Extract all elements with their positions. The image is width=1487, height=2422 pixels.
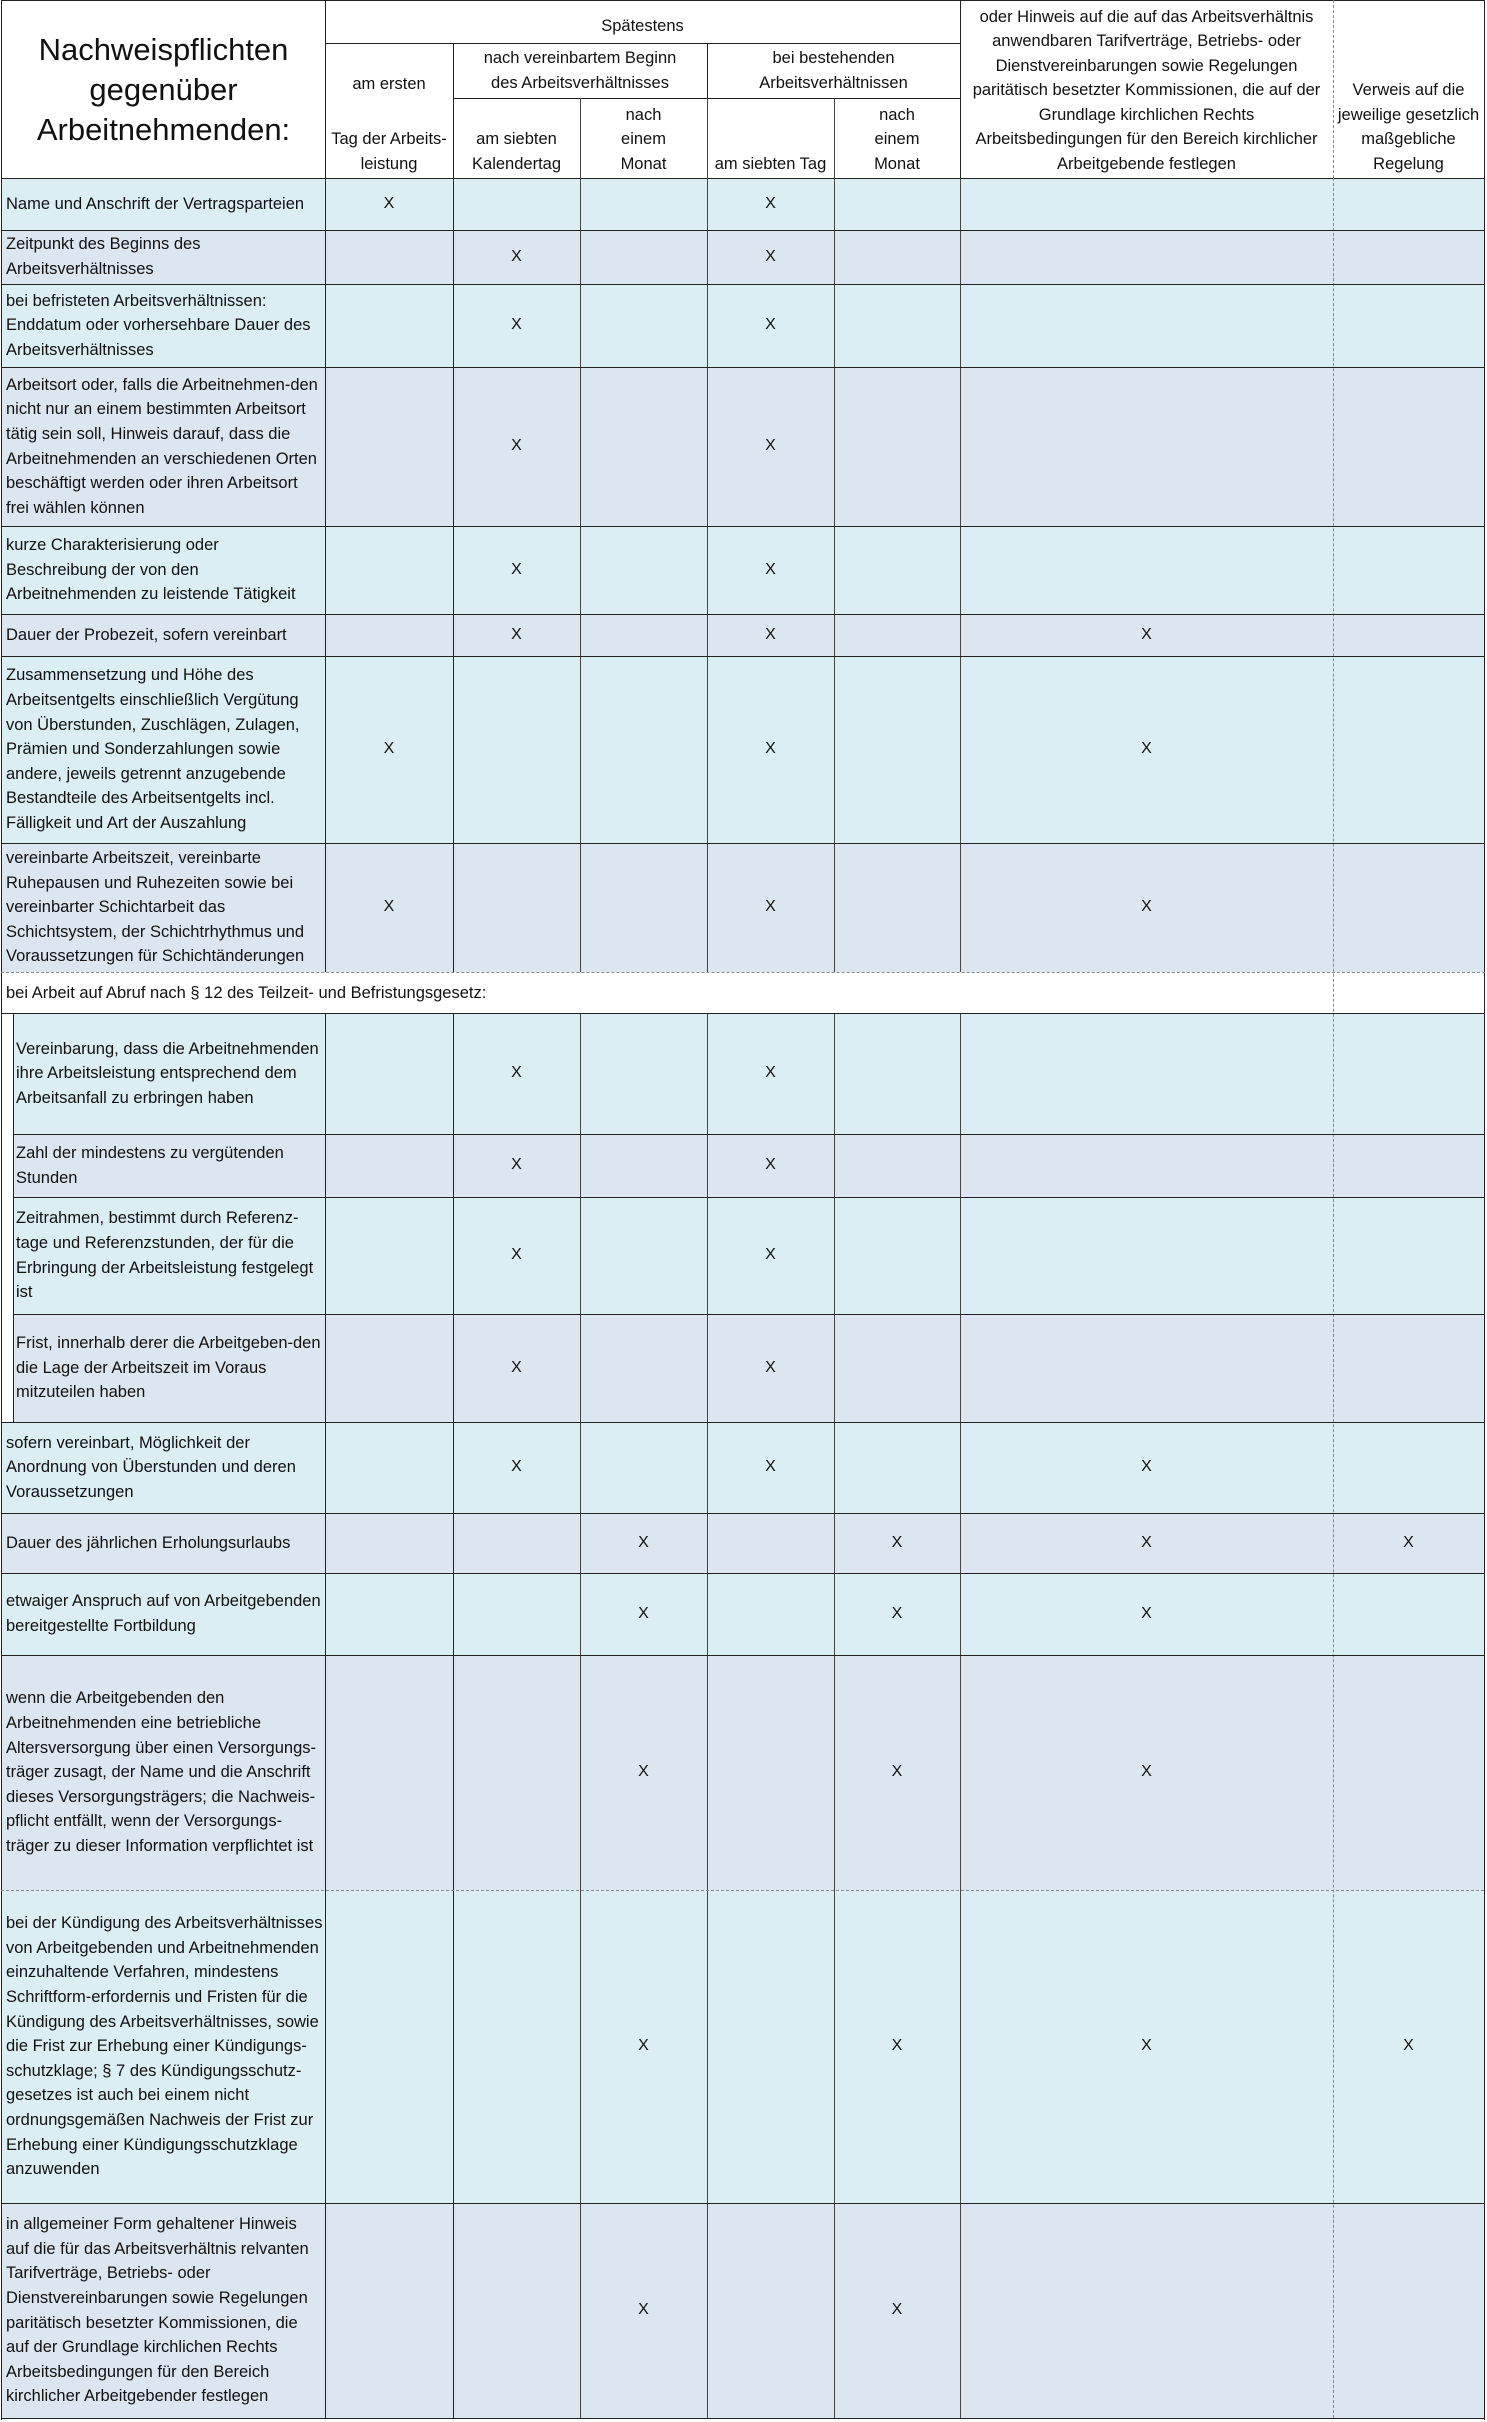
row-label: vereinbarte Arbeitszeit, vereinbarte Ruhepausen und Ruhezeiten sowie bei vereinbarter Schichtarbeit das Schichtsystem, der Schichtrhythmus und Voraussetzungen für Schichtänderungen <box>2 843 325 972</box>
mark-cell-hinweis <box>960 1314 1333 1422</box>
mark-cell-verweis: X <box>1333 1890 1484 2203</box>
mark-cell-verweis <box>1333 2203 1484 2418</box>
mark-cell-verweis <box>1333 1655 1484 1890</box>
mark-cell-am-siebten-kalendertag <box>453 1573 580 1655</box>
title-line: gegenüber <box>89 71 238 107</box>
mark-cell-am-siebten-tag <box>707 1655 834 1890</box>
mark-cell-am-siebten-kalendertag <box>453 843 580 972</box>
row-label: Zahl der mindestens zu vergütenden Stunden <box>13 1134 325 1197</box>
mark-cell-tag-der-arbeitsleistung <box>325 614 453 656</box>
mark-cell-nach-einem-monat-bestehend: X <box>834 1890 960 2203</box>
row-label: sofern vereinbart, Möglichkeit der Anordnung von Überstunden und deren Voraussetzungen <box>2 1422 325 1513</box>
mark-cell-tag-der-arbeitsleistung <box>325 526 453 614</box>
mark-cell-nach-einem-monat-bestehend <box>834 367 960 526</box>
mark-cell-nach-einem-monat-beginn <box>580 1422 707 1513</box>
mark-cell-am-siebten-tag: X <box>707 284 834 367</box>
mark-cell-nach-einem-monat-bestehend <box>834 1422 960 1513</box>
mark-cell-nach-einem-monat-beginn <box>580 656 707 843</box>
mark-cell-tag-der-arbeitsleistung: X <box>325 843 453 972</box>
column-divider <box>453 178 454 972</box>
column-divider <box>325 1013 326 2418</box>
mark-cell-tag-der-arbeitsleistung <box>325 1013 453 1134</box>
mark-cell-hinweis <box>960 367 1333 526</box>
header-divider <box>707 98 708 178</box>
mark-cell-tag-der-arbeitsleistung <box>325 1513 453 1573</box>
table-border-bottom <box>1 2418 1485 2419</box>
mark-cell-hinweis <box>960 178 1333 230</box>
column-divider <box>707 178 708 972</box>
mark-cell-am-siebten-kalendertag: X <box>453 614 580 656</box>
header-divider <box>580 98 581 178</box>
column-divider <box>580 178 581 972</box>
header-divider <box>707 43 708 98</box>
mark-cell-am-siebten-kalendertag <box>453 178 580 230</box>
mark-cell-verweis <box>1333 656 1484 843</box>
header-tag-der-arbeitsleistung: Tag der Arbeits-leistung <box>325 98 453 178</box>
mark-cell-nach-einem-monat-bestehend <box>834 656 960 843</box>
mark-cell-am-siebten-tag: X <box>707 230 834 284</box>
table-border-right <box>1484 0 1485 2420</box>
mark-cell-nach-einem-monat-beginn <box>580 178 707 230</box>
mark-cell-am-siebten-kalendertag: X <box>453 526 580 614</box>
mark-cell-am-siebten-kalendertag: X <box>453 1422 580 1513</box>
row-divider <box>1 230 1484 231</box>
header-divider <box>834 98 835 178</box>
mark-cell-am-siebten-kalendertag: X <box>453 1197 580 1314</box>
row-divider <box>13 1314 1484 1315</box>
section-abruf-heading: bei Arbeit auf Abruf nach § 12 des Teilzeit- und Befristungsgesetz: <box>2 973 1333 1013</box>
mark-cell-nach-einem-monat-beginn: X <box>580 1655 707 1890</box>
mark-cell-nach-einem-monat-beginn <box>580 843 707 972</box>
mark-cell-hinweis: X <box>960 1890 1333 2203</box>
row-label: Zusammensetzung und Höhe des Arbeitsentgelts einschließlich Vergütung von Überstunden, Zuschlägen, Zulagen, Prämien und Sonderzahlungen sowie andere, jeweils getrennt anzugebende Bestandteile des Arbeitsentgelts incl. Fälligkeit und Art der Auszahlung <box>2 656 325 843</box>
column-divider <box>834 178 835 972</box>
header-divider <box>325 0 326 178</box>
mark-cell-verweis <box>1333 1573 1484 1655</box>
header-divider <box>453 43 454 178</box>
mark-cell-nach-einem-monat-bestehend <box>834 1013 960 1134</box>
column-divider <box>834 1013 835 2418</box>
mark-cell-verweis <box>1333 367 1484 526</box>
row-divider <box>1 284 1484 285</box>
mark-cell-am-siebten-kalendertag: X <box>453 367 580 526</box>
mark-cell-nach-einem-monat-beginn: X <box>580 1513 707 1573</box>
mark-cell-nach-einem-monat-beginn <box>580 1314 707 1422</box>
row-label: bei befristeten Arbeitsverhältnissen: Enddatum oder vorhersehbare Dauer des Arbeitsverhältnisses <box>2 284 325 367</box>
mark-cell-nach-einem-monat-beginn <box>580 614 707 656</box>
row-divider <box>1 1422 1485 1423</box>
row-label: Zeitpunkt des Beginns des Arbeitsverhältnisses <box>2 230 325 284</box>
mark-cell-tag-der-arbeitsleistung <box>325 2203 453 2418</box>
mark-cell-am-siebten-tag: X <box>707 1013 834 1134</box>
row-divider <box>1 843 1484 844</box>
header-bei-bestehenden: bei bestehenden Arbeitsverhältnissen <box>707 43 960 98</box>
mark-cell-tag-der-arbeitsleistung <box>325 1314 453 1422</box>
row-label: Dauer des jährlichen Erholungsurlaubs <box>2 1513 325 1573</box>
column-divider-dashed <box>1333 178 1334 2418</box>
mark-cell-nach-einem-monat-bestehend <box>834 843 960 972</box>
mark-cell-nach-einem-monat-beginn <box>580 284 707 367</box>
row-label: kurze Charakterisierung oder Beschreibung der von den Arbeitnehmenden zu leistende Tätigkeit <box>2 526 325 614</box>
mark-cell-am-siebten-kalendertag: X <box>453 1013 580 1134</box>
mark-cell-nach-einem-monat-bestehend: X <box>834 1573 960 1655</box>
mark-cell-am-siebten-kalendertag: X <box>453 284 580 367</box>
mark-cell-am-siebten-kalendertag: X <box>453 230 580 284</box>
header-bottom-border <box>1 178 1485 179</box>
row-divider <box>1 972 1485 973</box>
mark-cell-am-siebten-tag <box>707 1513 834 1573</box>
mark-cell-nach-einem-monat-bestehend <box>834 178 960 230</box>
column-divider <box>453 1013 454 2418</box>
mark-cell-tag-der-arbeitsleistung <box>325 1573 453 1655</box>
row-label: Vereinbarung, dass die Arbeitnehmenden ihre Arbeitsleistung entsprechend dem Arbeitsanfall zu erbringen haben <box>13 1013 325 1134</box>
mark-cell-hinweis: X <box>960 1655 1333 1890</box>
row-label: Dauer der Probezeit, sofern vereinbart <box>2 614 325 656</box>
mark-cell-tag-der-arbeitsleistung: X <box>325 178 453 230</box>
column-divider <box>707 1013 708 2418</box>
header-nach-beginn: nach vereinbartem Beginn des Arbeitsverhältnisses <box>453 43 707 98</box>
header-spaetestens: Spätestens <box>325 10 960 43</box>
mark-cell-hinweis: X <box>960 1513 1333 1573</box>
row-label: Frist, innerhalb derer die Arbeitgeben-den die Lage der Arbeitszeit im Voraus mitzuteilen haben <box>13 1314 325 1422</box>
column-divider <box>325 178 326 972</box>
mark-cell-verweis <box>1333 1314 1484 1422</box>
mark-cell-hinweis <box>960 1013 1333 1134</box>
mark-cell-tag-der-arbeitsleistung <box>325 230 453 284</box>
row-divider <box>1 614 1484 615</box>
mark-cell-verweis <box>1333 1013 1484 1134</box>
header-nach-einem-monat-1: nach einem Monat <box>580 98 707 178</box>
title-line: Nachweispflichten <box>38 31 289 67</box>
mark-cell-am-siebten-tag: X <box>707 614 834 656</box>
mark-cell-hinweis <box>960 526 1333 614</box>
mark-cell-tag-der-arbeitsleistung <box>325 367 453 526</box>
subrow-indent-gutter <box>2 1013 13 1422</box>
mark-cell-verweis <box>1333 1197 1484 1314</box>
mark-cell-nach-einem-monat-bestehend <box>834 230 960 284</box>
row-divider <box>13 1197 1484 1198</box>
mark-cell-hinweis <box>960 1197 1333 1314</box>
row-divider <box>1 1573 1484 1574</box>
mark-cell-am-siebten-tag <box>707 1890 834 2203</box>
header-am-siebten-kalendertag: am siebten Kalendertag <box>453 98 580 178</box>
mark-cell-nach-einem-monat-bestehend <box>834 1197 960 1314</box>
row-divider <box>1 1655 1484 1656</box>
section-abruf-verweis-cell <box>1333 973 1484 1013</box>
table-border-left <box>1 0 2 2420</box>
mark-cell-nach-einem-monat-bestehend <box>834 284 960 367</box>
mark-cell-verweis <box>1333 614 1484 656</box>
mark-cell-nach-einem-monat-beginn <box>580 367 707 526</box>
mark-cell-nach-einem-monat-beginn <box>580 230 707 284</box>
mark-cell-verweis <box>1333 230 1484 284</box>
title-line: Arbeitnehmenden: <box>36 111 291 147</box>
mark-cell-tag-der-arbeitsleistung <box>325 1422 453 1513</box>
mark-cell-nach-einem-monat-bestehend <box>834 1314 960 1422</box>
mark-cell-hinweis <box>960 2203 1333 2418</box>
mark-cell-hinweis: X <box>960 1422 1333 1513</box>
mark-cell-verweis <box>1333 178 1484 230</box>
row-divider <box>1 526 1484 527</box>
mark-cell-tag-der-arbeitsleistung: X <box>325 656 453 843</box>
mark-cell-am-siebten-kalendertag <box>453 1513 580 1573</box>
row-label: bei der Kündigung des Arbeitsverhältnisses von Arbeitgebenden und Arbeitnehmenden einzuhaltende Verfahren, mindestens Schriftform-erfordernis und Fristen für die Kündigung des Arbeitsverhältnisses, sowie die Frist zur Erhebung einer Kündigungs-schutzklage; § 7 des Kündigungsschutz-gesetzes ist auch bei einem nicht ordnungsgemäßen Nachweis der Frist zur Erhebung einer Kündigungsschutzklage anzuwenden <box>2 1890 325 2203</box>
mark-cell-am-siebten-kalendertag <box>453 1655 580 1890</box>
mark-cell-nach-einem-monat-beginn <box>580 1134 707 1197</box>
page-title <box>2 1 325 178</box>
mark-cell-tag-der-arbeitsleistung <box>325 1197 453 1314</box>
header-am-siebten-tag: am siebten Tag <box>707 98 834 178</box>
mark-cell-tag-der-arbeitsleistung <box>325 1655 453 1890</box>
mark-cell-am-siebten-kalendertag <box>453 1890 580 2203</box>
header-divider <box>960 0 961 178</box>
mark-cell-nach-einem-monat-beginn: X <box>580 1573 707 1655</box>
mark-cell-am-siebten-tag <box>707 1573 834 1655</box>
mark-cell-verweis: X <box>1333 1513 1484 1573</box>
mark-cell-nach-einem-monat-bestehend <box>834 526 960 614</box>
mark-cell-am-siebten-kalendertag: X <box>453 1134 580 1197</box>
mark-cell-nach-einem-monat-beginn: X <box>580 2203 707 2418</box>
mark-cell-hinweis: X <box>960 843 1333 972</box>
header-hinweis: oder Hinweis auf die auf das Arbeitsverhältnis anwendbaren Tarifverträge, Betriebs- oder Dienstvereinbarungen sowie Regelungen paritätisch besetzter Kommissionen, die auf der Grundlage kirchlichen Rechts Arbeitsbedingungen für den Bereich kirchlicher Arbeitgebende festlegen <box>960 1 1333 178</box>
mark-cell-am-siebten-tag: X <box>707 656 834 843</box>
mark-cell-verweis <box>1333 284 1484 367</box>
mark-cell-verweis <box>1333 1422 1484 1513</box>
mark-cell-tag-der-arbeitsleistung <box>325 1890 453 2203</box>
mark-cell-nach-einem-monat-beginn <box>580 1197 707 1314</box>
mark-cell-nach-einem-monat-bestehend: X <box>834 1655 960 1890</box>
row-label: in allgemeiner Form gehaltener Hinweis auf die für das Arbeitsverhältnis relvanten Tarifverträge, Betriebs- oder Dienstvereinbarungen sowie Regelungen paritätisch besetzter Kommissionen, die auf der Grundlage kirchlichen Rechts Arbeitsbedingungen für den Bereich kirchlicher Arbeitgebender festlegen <box>2 2203 325 2418</box>
mark-cell-verweis <box>1333 526 1484 614</box>
mark-cell-hinweis: X <box>960 1573 1333 1655</box>
header-am-ersten: am ersten <box>325 43 453 98</box>
mark-cell-am-siebten-tag <box>707 2203 834 2418</box>
mark-cell-verweis <box>1333 843 1484 972</box>
mark-cell-am-siebten-tag: X <box>707 526 834 614</box>
header-nach-einem-monat-2: nach einem Monat <box>834 98 960 178</box>
mark-cell-am-siebten-kalendertag <box>453 656 580 843</box>
mark-cell-hinweis <box>960 230 1333 284</box>
mark-cell-tag-der-arbeitsleistung <box>325 1134 453 1197</box>
table-border-top <box>1 0 1485 1</box>
mark-cell-am-siebten-tag: X <box>707 178 834 230</box>
mark-cell-nach-einem-monat-bestehend <box>834 614 960 656</box>
mark-cell-am-siebten-tag: X <box>707 843 834 972</box>
row-divider <box>13 1134 1484 1135</box>
mark-cell-hinweis: X <box>960 656 1333 843</box>
mark-cell-nach-einem-monat-bestehend: X <box>834 1513 960 1573</box>
mark-cell-am-siebten-tag: X <box>707 1314 834 1422</box>
row-label: Zeitrahmen, bestimmt durch Referenz-tage und Referenzstunden, der für die Erbringung der Arbeitsleistung festgelegt ist <box>13 1197 325 1314</box>
header-verweis: Verweis auf die jeweilige gesetzlich maßgebliche Regelung <box>1333 1 1484 178</box>
row-divider <box>1 1013 1485 1014</box>
mark-cell-verweis <box>1333 1134 1484 1197</box>
mark-cell-hinweis <box>960 284 1333 367</box>
column-divider <box>960 178 961 972</box>
mark-cell-am-siebten-tag: X <box>707 1197 834 1314</box>
mark-cell-hinweis <box>960 1134 1333 1197</box>
column-divider <box>580 1013 581 2418</box>
row-divider <box>1 2203 1484 2204</box>
row-label: Name und Anschrift der Vertragsparteien <box>2 178 325 230</box>
subrow-indent-border <box>13 1013 14 1422</box>
header-divider <box>1333 0 1334 178</box>
mark-cell-nach-einem-monat-beginn: X <box>580 1890 707 2203</box>
mark-cell-am-siebten-kalendertag: X <box>453 1314 580 1422</box>
mark-cell-hinweis: X <box>960 614 1333 656</box>
row-label: etwaiger Anspruch auf von Arbeitgebenden bereitgestellte Fortbildung <box>2 1573 325 1655</box>
mark-cell-nach-einem-monat-bestehend <box>834 1134 960 1197</box>
mark-cell-am-siebten-tag: X <box>707 367 834 526</box>
row-divider <box>1 1513 1484 1514</box>
mark-cell-am-siebten-kalendertag <box>453 2203 580 2418</box>
row-label: Arbeitsort oder, falls die Arbeitnehmen-den nicht nur an einem bestimmten Arbeitsort tätig sein soll, Hinweis darauf, dass die Arbeitnehmenden an verschiedenen Orten beschäftigt werden oder ihren Arbeitsort frei wählen können <box>2 367 325 526</box>
mark-cell-am-siebten-tag: X <box>707 1134 834 1197</box>
mark-cell-tag-der-arbeitsleistung <box>325 284 453 367</box>
mark-cell-nach-einem-monat-beginn <box>580 1013 707 1134</box>
column-divider <box>960 1013 961 2418</box>
mark-cell-am-siebten-tag: X <box>707 1422 834 1513</box>
header-divider <box>325 43 960 44</box>
mark-cell-nach-einem-monat-bestehend: X <box>834 2203 960 2418</box>
row-divider <box>1 1890 1484 1891</box>
row-label: wenn die Arbeitgebenden den Arbeitnehmenden eine betriebliche Altersversorgung über einen Versorgungs-träger zusagt, der Name und die Anschrift dieses Versorgungsträgers; die Nachweis-pflicht entfällt, wenn der Versorgungs-träger zu dieser Information verpflichtet ist <box>2 1655 325 1890</box>
mark-cell-nach-einem-monat-beginn <box>580 526 707 614</box>
row-divider <box>1 656 1484 657</box>
row-divider <box>1 367 1484 368</box>
